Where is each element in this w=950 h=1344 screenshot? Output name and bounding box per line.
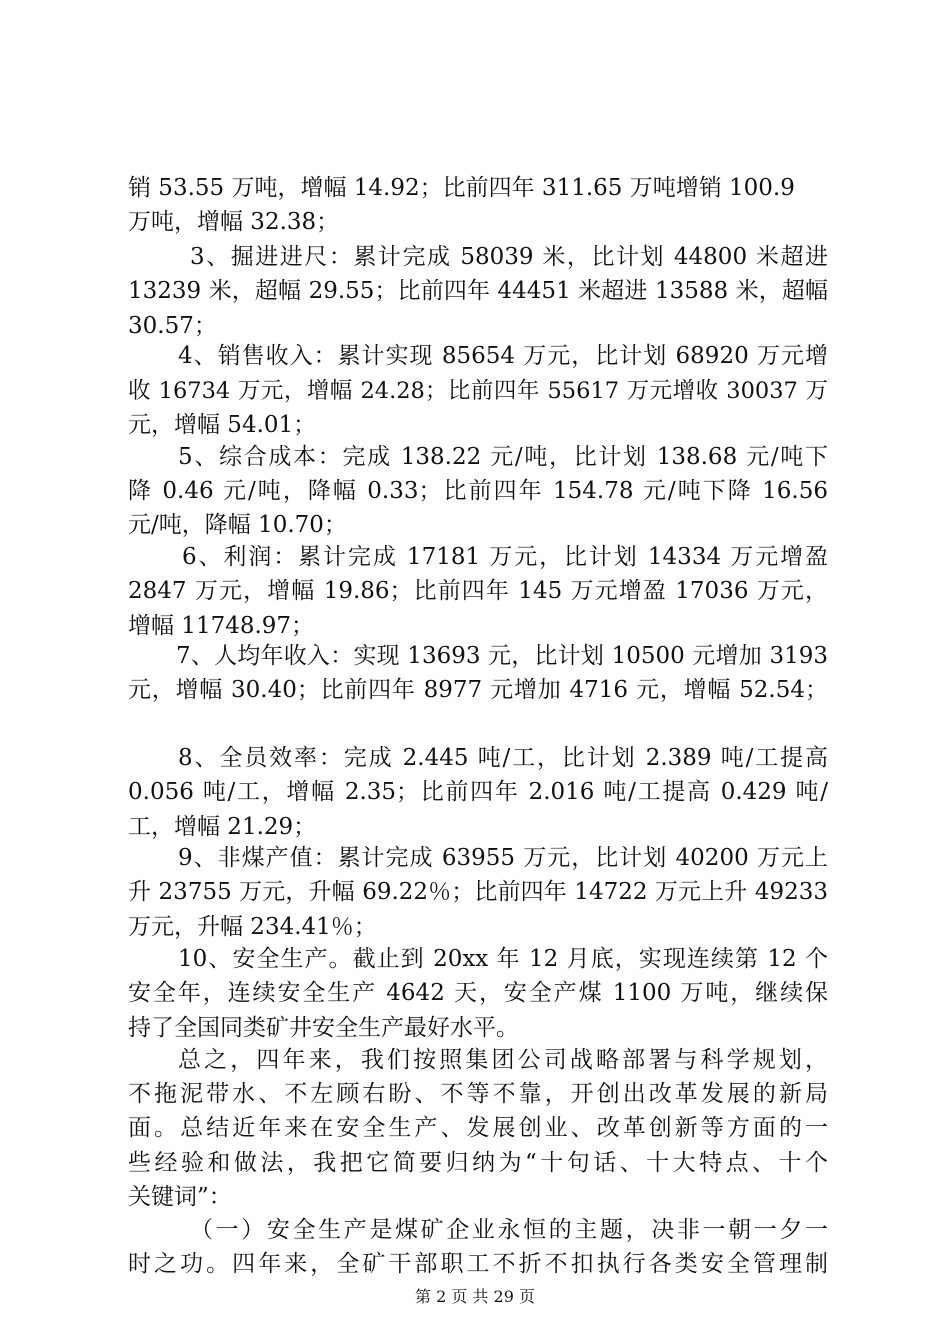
text-line-19: 工，增幅 21.29； <box>128 814 317 840</box>
text-line-6: 4、销售收入：累计实现 85654 万元，比计划 68920 万元增 <box>178 343 828 369</box>
text-line-8: 元，增幅 54.01； <box>128 412 317 438</box>
text-line-14: 增幅 11748.97； <box>128 613 315 639</box>
text-line-7: 收 16734 万元，增幅 24.28；比前四年 55617 万元增收 30037 万 <box>128 378 828 404</box>
page-number-footer: 第 2 页 共 29 页 <box>415 1287 535 1306</box>
text-line-10: 降 0.46 元/吨，降幅 0.33；比前四年 154.78 元/吨下降 16.56 <box>128 478 828 504</box>
text-line-1: 销 53.55 万吨，增幅 14.92；比前四年 311.65 万吨增销 100.9 <box>128 175 795 201</box>
text-line-18: 0.056 吨/工，增幅 2.35；比前四年 2.016 吨/工提高 0.429 吨/ <box>128 779 828 805</box>
text-line-26: 总之，四年来，我们按照集团公司战略部署与科学规划， <box>178 1047 828 1073</box>
text-line-17: 8、全员效率：完成 2.445 吨/工，比计划 2.389 吨/工提高 <box>178 745 828 771</box>
text-line-12: 6、利润：累计完成 17181 万元，比计划 14334 万元增盈 <box>182 544 828 570</box>
text-line-16: 元，增幅 30.40；比前四年 8977 元增加 4716 元，增幅 52.54； <box>128 677 828 703</box>
text-line-13: 2847 万元，增幅 19.86；比前四年 145 万元增盈 17036 万元， <box>128 578 828 604</box>
text-line-29: 些经验和做法，我把它简要归纳为“十句话、十大特点、十个 <box>128 1150 828 1176</box>
text-line-31: （一）安全生产是煤矿企业永恒的主题，决非一朝一夕一 <box>190 1217 828 1243</box>
text-line-4: 13239 米，超幅 29.55；比前四年 44451 米超进 13588 米，超幅 <box>128 278 828 304</box>
text-line-2: 万吨，增幅 32.38； <box>128 209 340 235</box>
text-line-28: 面。总结近年来在安全生产、发展创业、改革创新等方面的一 <box>128 1115 828 1141</box>
text-line-30: 关键词”： <box>128 1184 232 1210</box>
text-line-24: 安全年，连续安全生产 4642 天，安全产煤 1100 万吨，继续保 <box>128 980 828 1006</box>
text-line-32: 时之功。四年来，全矿干部职工不折不扣执行各类安全管理制 <box>128 1251 828 1277</box>
text-line-15: 7、人均年收入：实现 13693 元，比计划 10500 元增加 3193 <box>176 643 828 669</box>
text-line-20: 9、非煤产值：累计完成 63955 万元，比计划 40200 万元上 <box>178 845 828 871</box>
text-line-22: 万元，升幅 234.41％； <box>128 914 377 940</box>
text-line-9: 5、综合成本：完成 138.22 元/吨，比计划 138.68 元/吨下 <box>178 444 828 470</box>
text-line-5: 30.57； <box>128 313 217 339</box>
text-line-11: 元/吨，降幅 10.70； <box>128 512 347 538</box>
text-line-25: 持了全国同类矿井安全生产最好水平。 <box>128 1015 519 1041</box>
text-line-23: 10、安全生产。截止到 20xx 年 12 月底，实现连续第 12 个 <box>178 946 828 972</box>
text-line-27: 不拖泥带水、不左顾右盼、不等不靠，开创出改革发展的新局 <box>128 1081 828 1107</box>
text-line-21: 升 23755 万元，升幅 69.22％；比前四年 14722 万元上升 49233 <box>128 879 828 905</box>
text-line-3: 3、掘进进尺：累计完成 58039 米，比计划 44800 米超进 <box>190 244 828 270</box>
